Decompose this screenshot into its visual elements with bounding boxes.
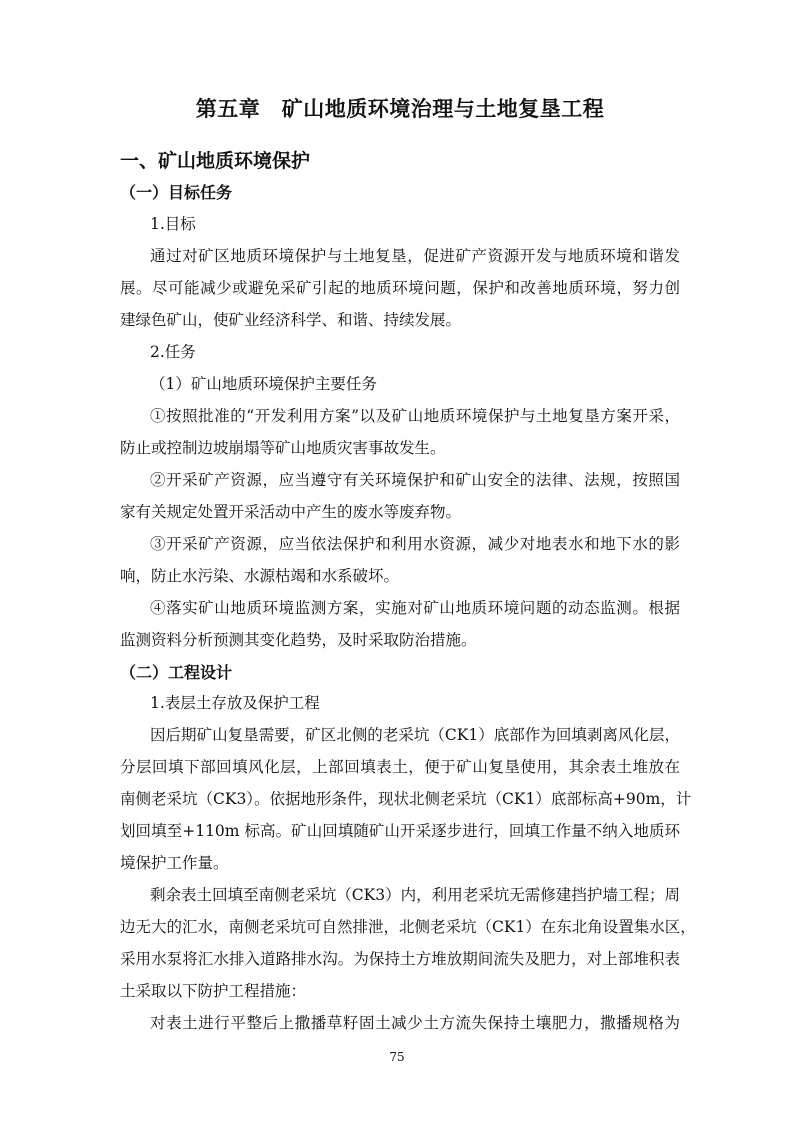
paragraph-line: 分层回填下部回填风化层，上部回填表土，便于矿山复垦使用，其余表土堆放在: [120, 758, 680, 776]
task-line: 防止或控制边坡崩塌等矿山地质灾害事故发生。: [120, 439, 446, 457]
task-line: ①按照批准的“开发利用方案”以及矿山地质环境保护与土地复垦方案开采，: [150, 407, 680, 425]
section-heading: 一、矿山地质环境保护: [120, 150, 311, 172]
paragraph-line: 土采取以下防护工程措施：: [120, 982, 307, 1000]
sub-item-heading: （1）矿山地质环境保护主要任务: [150, 375, 377, 393]
task-line: 家有关规定处置开采活动中产生的废水等废弃物。: [120, 503, 462, 521]
item-heading: 1.目标: [150, 215, 196, 233]
subsection-heading: （二）工程设计: [120, 663, 233, 682]
task-line: ④落实矿山地质环境监测方案，实施对矿山地质环境问题的动态监测。根据: [150, 599, 680, 617]
paragraph-line: 建绿色矿山，使矿业经济科学、和谐、持续发展。: [120, 311, 462, 329]
task-line: 响，防止水污染、水源枯竭和水系破坏。: [120, 567, 400, 585]
task-line: ②开采矿产资源，应当遵守有关环境保护和矿山安全的法律、法规，按照国: [150, 471, 680, 489]
paragraph-line: 边无大的汇水，南侧老采坑可自然排泄，北侧老采坑（CK1）在东北角设置集水区，: [120, 918, 696, 936]
paragraph-line: 对表土进行平整后上撒播草籽固土减少土方流失保持土壤肥力，撒播规格为: [150, 1014, 680, 1032]
paragraph-line: 剩余表土回填至南侧老采坑（CK3）内，利用老采坑无需修建挡护墙工程；周: [150, 886, 680, 904]
paragraph-line: 通过对矿区地质环境保护与土地复垦，促进矿产资源开发与地质环境和谐发: [150, 247, 680, 265]
paragraph-line: 划回填至+110m 标高。矿山回填随矿山开采逐步进行，回填工作量不纳入地质环: [120, 822, 680, 840]
task-line: ③开采矿产资源，应当依法保护和利用水资源，减少对地表水和地下水的影: [150, 535, 680, 553]
item-heading: 1.表层土存放及保护工程: [150, 694, 320, 712]
subsection-heading: （一）目标任务: [120, 183, 233, 202]
chapter-title: 第五章 矿山地质环境治理与土地复垦工程: [195, 97, 605, 121]
paragraph-line: 境保护工作量。: [120, 854, 229, 872]
paragraph-line: 采用水泵将汇水排入道路排水沟。为保持土方堆放期间流失及肥力，对上部堆积表: [120, 950, 680, 968]
paragraph-line: 因后期矿山复垦需要，矿区北侧的老采坑（CK1）底部作为回填剥离风化层，: [150, 726, 680, 744]
paragraph-line: 南侧老采坑（CK3）。依据地形条件，现状北侧老采坑（CK1）底部标高+90m，计: [120, 790, 692, 808]
page-number: 75: [389, 1050, 405, 1064]
task-line: 监测资料分析预测其变化趋势，及时采取防治措施。: [120, 631, 477, 649]
paragraph-line: 展。尽可能减少或避免采矿引起的地质环境问题，保护和改善地质环境，努力创: [120, 279, 680, 297]
item-heading: 2.任务: [150, 343, 196, 361]
